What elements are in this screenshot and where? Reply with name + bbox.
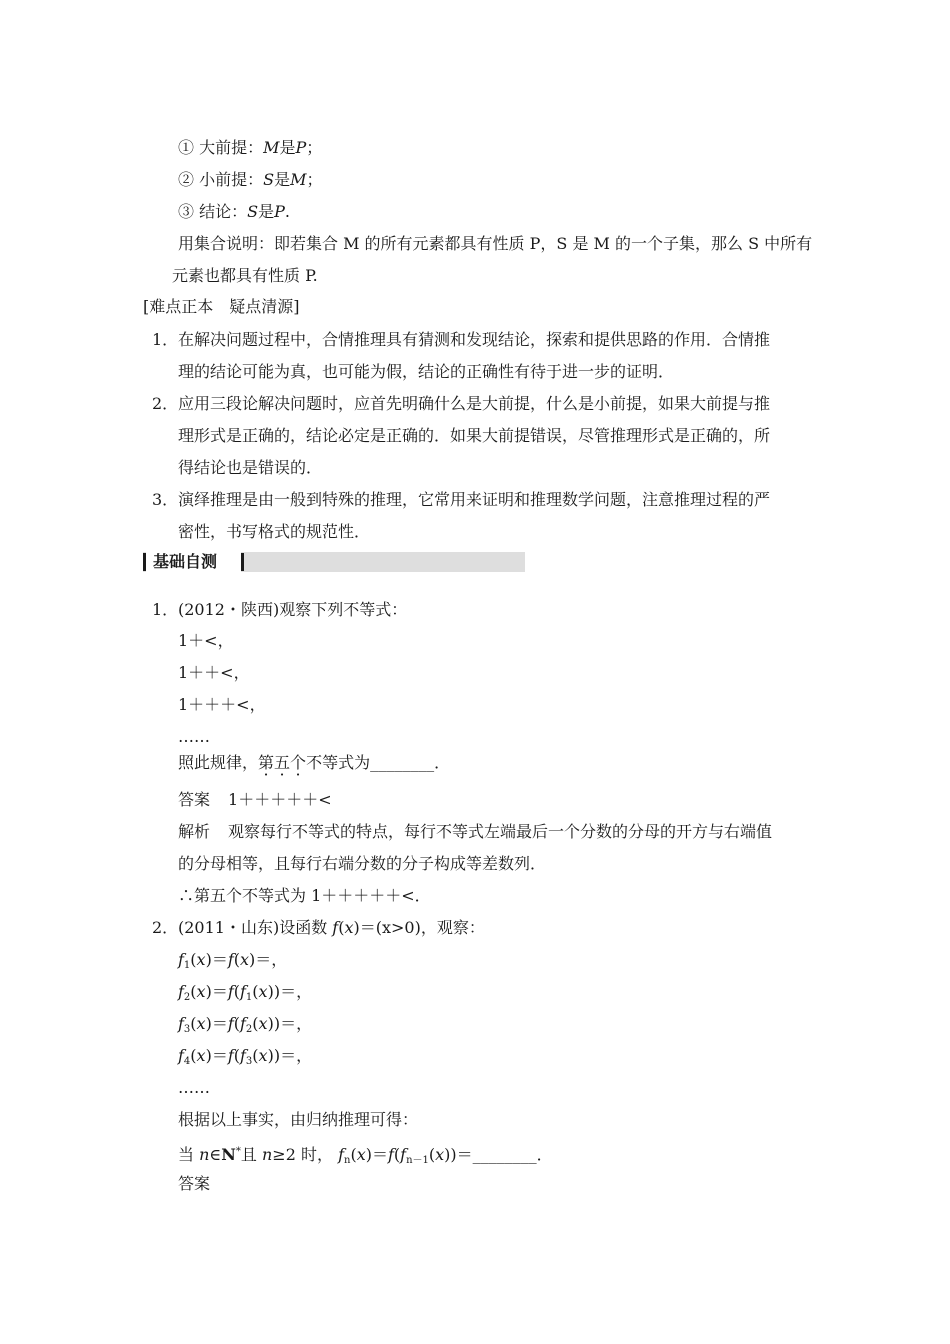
problem-2-number: 2． bbox=[152, 918, 179, 937]
iteration-f4: $f_4(x)=f(f_3(x))=$， bbox=[178, 1046, 313, 1067]
math-token: f bbox=[178, 1046, 184, 1065]
math-token: 照此规律， bbox=[178, 753, 259, 772]
math-token: x bbox=[258, 1046, 268, 1065]
math-token: 第 bbox=[258, 753, 275, 772]
math-token: x bbox=[258, 982, 268, 1001]
math-token: f bbox=[227, 982, 234, 1001]
problem-1-analysis-line-2: 的分母相等，且每行右端分数的分子构成等差数列． bbox=[178, 854, 547, 873]
math-token: n bbox=[199, 1145, 210, 1164]
math-token: 2 bbox=[245, 1024, 253, 1035]
math-token: f bbox=[400, 1145, 407, 1164]
induction-line: 根据以上事实，由归纳推理可得： bbox=[178, 1110, 419, 1129]
math-token: f bbox=[240, 1014, 246, 1033]
math-token: 是 bbox=[274, 170, 291, 189]
math-token: x bbox=[196, 1014, 206, 1033]
math-token: P bbox=[274, 202, 285, 221]
answer-value: 1＋＋＋＋＋< bbox=[228, 790, 332, 809]
math-token: 五 bbox=[274, 753, 291, 772]
math-token: S bbox=[263, 170, 275, 189]
math-token: f bbox=[332, 918, 339, 937]
problem-1-number: 1． bbox=[152, 600, 179, 619]
problem-1-question bbox=[178, 752, 450, 774]
set-explanation-line-1: 用集合说明：即若集合 M 的所有元素都具有性质 P，S 是 M 的一个子集，那么 S 中所有 bbox=[178, 234, 813, 253]
math-token: x bbox=[435, 1145, 445, 1164]
note-2-line-2: 理形式是正确的，结论必定是正确的．如果大前提错误，尽管推理形式是正确的，所 bbox=[178, 426, 771, 445]
math-token: ② 小前提： bbox=[178, 170, 264, 189]
math-token: 当 bbox=[178, 1145, 200, 1164]
note-3-number: 3． bbox=[152, 490, 179, 509]
note-2-line-3: 得结论也是错误的． bbox=[178, 458, 323, 477]
math-token: ( bbox=[338, 918, 345, 937]
problem-1-analysis bbox=[178, 821, 772, 843]
math-token: 3 bbox=[183, 1024, 191, 1035]
note-3-line-1: 演绎推理是由一般到特殊的推理，它常用来证明和推理数学问题，注意推理过程的严 bbox=[178, 490, 771, 509]
note-1-line-2: 理的结论可能为真，也可能为假，结论的正确性有待于进一步的证明． bbox=[178, 362, 675, 381]
inequality-2: 1＋＋<， bbox=[178, 663, 250, 682]
math-token: f bbox=[338, 1145, 344, 1164]
math-token: 个 bbox=[290, 753, 307, 772]
math-token: f bbox=[240, 982, 246, 1001]
math-token: 4 bbox=[183, 1056, 191, 1067]
section-title: 基础自测 bbox=[153, 552, 218, 571]
iteration-f1: $f_1(x)=f(x)=$， bbox=[178, 950, 288, 971]
note-3-line-2: 密性，书写格式的规范性． bbox=[178, 522, 371, 541]
iteration-f2: $f_2(x)=f(f_1(x))=$， bbox=[178, 982, 313, 1003]
math-token: x bbox=[196, 950, 206, 969]
note-1-line-1: 在解决问题过程中，合情推理具有猜测和发现结论，探索和提供思路的作用．合情推 bbox=[178, 330, 771, 349]
major-premise bbox=[178, 137, 322, 159]
conclusion-line bbox=[178, 201, 290, 223]
math-token: S bbox=[247, 202, 259, 221]
inequality-3: 1＋＋＋<， bbox=[178, 695, 266, 714]
section-banner bbox=[143, 552, 525, 572]
problem-1-stem: (2012・陕西)观察下列不等式： bbox=[178, 600, 408, 619]
math-token: f bbox=[178, 982, 184, 1001]
note-2-number: 2． bbox=[152, 394, 179, 413]
general-term-question: 当 n∈N*且 n≥2 时， $f_n(x)=f(f_{n-1}(x))=\_\_\_\_\_\_\_\_$． bbox=[178, 1145, 553, 1166]
math-token: x bbox=[196, 1046, 206, 1065]
math-token: ≥2 时， bbox=[272, 1145, 333, 1164]
note-2-line-1: 应用三段论解决问题时，应首先明确什么是大前提，什么是小前提，如果大前提与推 bbox=[178, 394, 771, 413]
math-token: f bbox=[178, 950, 184, 969]
note-1-number: 1． bbox=[152, 330, 179, 349]
math-token: f bbox=[227, 1046, 234, 1065]
math-token: x bbox=[356, 1145, 366, 1164]
iteration-f3: $f_3(x)=f(f_2(x))=$， bbox=[178, 1014, 313, 1035]
banner-right-mark bbox=[241, 553, 244, 571]
math-token: 观察每行不等式的特点，每行不等式左端最后一个分数的分母的开方与右端值 bbox=[228, 822, 773, 841]
math-token: f bbox=[227, 950, 234, 969]
minor-premise bbox=[178, 169, 322, 191]
math-token: P bbox=[295, 138, 307, 157]
math-token: f bbox=[240, 1046, 246, 1065]
math-token: x bbox=[240, 950, 250, 969]
math-token: ＝________． bbox=[456, 1145, 553, 1164]
set-explanation-line-2: 元素也都具有性质 P. bbox=[172, 266, 318, 285]
math-token: f bbox=[387, 1145, 394, 1164]
math-token: 3 bbox=[245, 1056, 253, 1067]
math-token: n－1 bbox=[406, 1155, 429, 1166]
math-token: . bbox=[284, 202, 290, 221]
math-token: f bbox=[178, 1014, 184, 1033]
math-token: 2 bbox=[183, 992, 191, 1003]
math-token: )＝(x>0)，观察： bbox=[353, 918, 485, 937]
math-token: 1 bbox=[245, 992, 253, 1003]
math-token: N bbox=[221, 1145, 236, 1164]
math-token: (2011・山东)设函数 bbox=[178, 918, 333, 937]
problem-2-answer-label: 答案 bbox=[178, 1174, 211, 1193]
math-token: ③ 结论： bbox=[178, 202, 248, 221]
math-token: n bbox=[343, 1155, 351, 1166]
math-token: n bbox=[261, 1145, 273, 1164]
math-token: f bbox=[227, 1014, 234, 1033]
math-token: x bbox=[196, 982, 206, 1001]
problem-1-conclusion: ∴第五个不等式为 1＋＋＋＋＋<． bbox=[178, 886, 431, 905]
answer-label: 答案 bbox=[178, 790, 211, 809]
analysis-label: 解析 bbox=[178, 822, 211, 841]
math-token: ∈ bbox=[209, 1145, 222, 1164]
math-token: ； bbox=[306, 138, 323, 157]
math-token: 是 bbox=[279, 138, 296, 157]
math-token: x bbox=[344, 918, 354, 937]
difficulty-header: [难点正本 疑点清源] bbox=[143, 297, 300, 316]
math-token: ； bbox=[306, 170, 323, 189]
math-token: M bbox=[290, 170, 307, 189]
math-token: 且 bbox=[240, 1145, 262, 1164]
math-token: ① 大前提： bbox=[178, 138, 264, 157]
math-token: 1 bbox=[183, 960, 191, 971]
math-token: * bbox=[235, 1146, 241, 1157]
math-token: 不等式为________． bbox=[306, 753, 451, 772]
math-token: x bbox=[258, 1014, 268, 1033]
ellipsis: …… bbox=[178, 727, 210, 746]
ellipsis-2: …… bbox=[178, 1078, 210, 1097]
math-token: M bbox=[263, 138, 280, 157]
math-token: 是 bbox=[258, 202, 275, 221]
banner-left-mark bbox=[143, 553, 146, 571]
problem-1-answer bbox=[178, 789, 332, 811]
inequality-1: 1＋<， bbox=[178, 631, 234, 650]
problem-2-stem bbox=[178, 917, 485, 939]
